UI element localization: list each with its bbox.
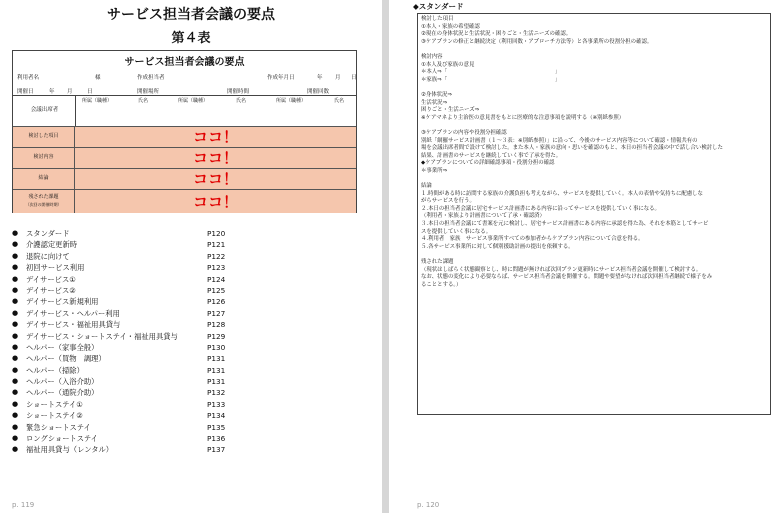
toc-item-title: 福祉用具貸与（レンタル） — [26, 445, 114, 455]
toc-item — [12, 229, 242, 240]
toc-item-title: 退院に向けて — [26, 251, 70, 261]
bullet-icon: ● — [12, 354, 19, 363]
attendees-grid — [75, 96, 356, 126]
minutes-line: 残された課題 — [421, 259, 454, 265]
toc-item-page: P125 — [207, 285, 226, 295]
blank-line — [421, 46, 767, 54]
form-field-label: 月 — [335, 75, 341, 81]
attendee-header: 所属（職種） — [82, 98, 113, 104]
minutes-line: 困りごと・生活ニーズ⇒ — [421, 107, 480, 114]
toc-item-page: P126 — [207, 297, 226, 307]
section-label: 結論 — [13, 169, 75, 189]
minutes-line: （利用者・家族より計画書について了承・確認済） — [421, 213, 545, 220]
minutes-line: なお、状態の変化により必要ならば、サービス担当者会議を開催する。問題や要望がなければ次回担当者継続で様子をみ — [421, 274, 713, 281]
minutes-line: ①本人及び家族の意見 — [421, 61, 475, 68]
bullet-icon: ● — [12, 445, 19, 454]
toc-item — [12, 320, 242, 331]
toc-item-title: デイサービス・ショートステイ・福祉用具貸与 — [26, 331, 178, 341]
bullet-icon: ● — [12, 308, 19, 317]
bullet-icon: ● — [12, 399, 19, 408]
minutes-line: ②身体状況⇒ — [421, 91, 452, 98]
form-title: サービス担当者会議の要点 — [124, 57, 245, 68]
section-label — [13, 190, 75, 213]
toc-item — [12, 354, 242, 365]
form-field-label: 日 — [351, 75, 357, 81]
minutes-line: ２.本日の担当者会議に居宅サービス計画書にある内容に沿ってサービスを提供していく事になる。 — [421, 205, 660, 212]
form-field-label: 開催時間 — [227, 89, 250, 95]
toc-item-page: P124 — [207, 274, 226, 284]
bullet-icon: ● — [12, 240, 19, 249]
minutes-line: がらサービスを行う。 — [421, 198, 475, 205]
form-field-label: 開催回数 — [307, 89, 330, 95]
bullet-icon: ● — [12, 411, 19, 420]
toc-item-page: P131 — [207, 365, 226, 375]
toc-item-title: ヘルパー（入浴介助） — [26, 377, 99, 387]
minutes-line: ３.本日の担当者会議にて書案を元に検討し、居宅サービス計画書にある内容に承認を得た為、それを本筋としてサービ — [421, 221, 709, 228]
section-row — [13, 126, 356, 147]
toc-item-page: P127 — [207, 308, 226, 318]
bullet-icon: ● — [12, 331, 19, 340]
minutes-line: ５.各サービス事業所に対して個別援助計画の提出を依頼する。 — [421, 243, 574, 250]
toc-item-page: P132 — [207, 388, 226, 398]
form-field-label: 開催場所 — [137, 89, 160, 95]
blank-line — [421, 84, 767, 92]
doc-title: サービス担当者会議の要点 — [107, 7, 275, 23]
blank-line — [421, 175, 767, 183]
bullet-icon: ● — [12, 365, 19, 374]
minutes-line: ＊家族⇒「 」 — [421, 76, 561, 83]
bullet-icon: ● — [12, 274, 19, 283]
minutes-line: ＊事業所⇒ — [421, 167, 448, 174]
toc-item-title: デイサービス② — [26, 285, 76, 295]
toc-item-page: P135 — [207, 422, 226, 432]
blank-line — [421, 251, 767, 259]
minutes-line: ①本人・家族の希望確認 — [421, 23, 480, 30]
form-field-label: 年 — [317, 75, 323, 81]
toc-item-title: デイサービス・福祉用具貸与 — [26, 320, 121, 330]
toc-item — [12, 252, 242, 263]
toc-item-title: デイサービス① — [26, 274, 76, 284]
form-field-label: 日 — [87, 89, 93, 95]
koko-mark: ココ！ — [192, 128, 238, 146]
toc-item-title: 初回サービス利用 — [26, 263, 85, 273]
toc-item — [12, 366, 242, 377]
bullet-icon: ● — [12, 388, 19, 397]
toc-item — [12, 411, 242, 422]
minutes-line: 検討内容 — [421, 53, 443, 60]
toc-item-page: P137 — [207, 445, 226, 455]
left-page — [0, 0, 382, 513]
attendee-header: 氏名 — [236, 98, 247, 104]
minutes-line: 検討した項目 — [421, 16, 454, 22]
toc-item-page: P123 — [207, 263, 226, 273]
toc-item-title: ショートステイ② — [26, 411, 83, 421]
toc-item — [12, 434, 242, 445]
toc-list — [12, 229, 242, 457]
section-row — [13, 147, 356, 168]
toc-item-page: P128 — [207, 320, 226, 330]
bullet-icon: ● — [12, 229, 19, 237]
attendee-header: 所属（職種） — [178, 98, 209, 104]
minutes-line: 結論 — [421, 183, 432, 190]
bullet-icon: ● — [12, 285, 19, 294]
form-field-label: 作成年月日 — [267, 75, 295, 81]
meeting-form — [12, 50, 357, 213]
toc-item — [12, 309, 242, 320]
attendee-header: 氏名 — [334, 98, 345, 104]
page-number: p. 119 — [12, 501, 35, 509]
toc-item-page: P122 — [207, 251, 226, 261]
toc-item-title: 介護認定更新時 — [26, 240, 78, 250]
form-field-label: 月 — [67, 89, 73, 95]
bullet-icon: ● — [12, 297, 19, 306]
minutes-line: ②現在の身体状況と生活状況・困りごと・生活ニーズの確認。 — [421, 31, 572, 38]
toc-item — [12, 286, 242, 297]
attendees-row — [13, 95, 356, 125]
minutes-line: ◆ケアプランについての詳細確認事項・役割分担の確認 — [421, 160, 555, 167]
toc-item-title: ショートステイ① — [26, 399, 83, 409]
minutes-line: ＊本人⇒「 」 — [421, 69, 561, 76]
toc-item-title: ロングショートステイ — [26, 434, 98, 444]
toc-item-page: P133 — [207, 399, 226, 409]
toc-item — [12, 332, 242, 343]
toc-item-page: P131 — [207, 377, 226, 387]
blank-line — [421, 122, 767, 130]
right-page — [389, 0, 778, 513]
toc-item — [12, 423, 242, 434]
minutes-line: 別紙「網羅サービス計画書（１〜３表：※別紙参照）」に沿って、今後のサービス内容等について確認・情報共有の — [421, 137, 698, 144]
minutes-line: ③ケアプランの内容や役割分担確認 — [421, 129, 507, 136]
toc-item-page: P120 — [207, 229, 226, 238]
toc-item-page: P136 — [207, 434, 226, 444]
toc-item — [12, 263, 242, 274]
section-label: 検討内容 — [13, 148, 75, 168]
bullet-icon: ● — [12, 422, 19, 431]
form-field-label: 利用者名 — [17, 75, 40, 81]
toc-item-title: ヘルパー（家事全般） — [26, 342, 99, 352]
toc-item-title: デイサービス・ヘルパー利用 — [26, 308, 120, 318]
table-label: 第４表 — [171, 31, 211, 46]
toc-item — [12, 275, 242, 286]
toc-item-title: デイサービス新規利用 — [26, 297, 99, 307]
koko-mark: ココ！ — [192, 170, 238, 188]
toc-item — [12, 240, 242, 251]
minutes-line: 結果、計画書のサービスを継続していく事で了承を得た。 — [421, 152, 562, 159]
toc-item-page: P131 — [207, 354, 226, 364]
toc-item-page: P130 — [207, 342, 226, 352]
toc-item-title: スタンダード — [26, 229, 70, 238]
toc-item — [12, 377, 242, 388]
bullet-icon: ● — [12, 434, 19, 443]
form-field-label: 様 — [95, 75, 101, 81]
section-row — [13, 189, 356, 213]
minutes-line: （現状はしばらく状態観察とし、時に問題が無ければ次回プラン更新時にサービス担当者会議を開催して検討する。 — [421, 266, 702, 273]
toc-item-title: 緊急ショートステイ — [26, 422, 91, 432]
toc-item-title: ヘルパー（買物 調理） — [26, 354, 106, 364]
form-field-label: 作成担当者 — [137, 75, 165, 81]
section-heading: ◆スタンダード — [413, 2, 464, 11]
toc-item — [12, 297, 242, 308]
toc-item — [12, 400, 242, 411]
toc-item-page: P134 — [207, 411, 226, 421]
minutes-line: ることとする。） — [421, 281, 462, 288]
section-row — [13, 168, 356, 189]
section-label: 検討した項目 — [13, 127, 75, 147]
page-number: p. 120 — [417, 501, 440, 509]
toc-item-title: ヘルパー（通院介助） — [26, 388, 99, 398]
minutes-line: ※ケアマネより主治医の意見書をもとに医療的な注意事項を説明する（※別紙参照） — [421, 114, 625, 121]
bullet-icon: ● — [12, 377, 19, 386]
attendees-label: 会議出席者 — [30, 107, 59, 113]
section-label-text: 残された課題 — [28, 194, 59, 200]
minutes-line: 場を会議出席者間で設けて検討した。また本人・家族の意向・思いを確認のもと、本日の担当者会議の中で話し合い検討した — [421, 145, 723, 152]
toc-item — [12, 343, 242, 354]
minutes-line: ４.利用者 家族 サービス事業所すべての参加者からケアプラン内容について合意を得る。 — [421, 236, 644, 243]
minutes-line: １.時間がある時に訪問する家族の介護負担も考えながら、サービスを提供していく。本人の表情や気持ちに配慮しな — [421, 190, 703, 197]
toc-item — [12, 388, 242, 399]
bullet-icon: ● — [12, 251, 19, 260]
koko-mark: ココ！ — [192, 193, 238, 211]
toc-item-page: P129 — [207, 331, 226, 341]
bullet-icon: ● — [12, 263, 19, 272]
minutes-line: スを提供していく事になる。 — [421, 228, 492, 235]
attendee-header: 氏名 — [138, 98, 149, 104]
minutes-line: 生活状況⇒ — [421, 99, 448, 106]
bullet-icon: ● — [12, 320, 19, 329]
minutes-box — [417, 13, 771, 415]
section-sub-label: （次回の開催時期） — [25, 202, 62, 207]
form-field-label: 年 — [49, 89, 55, 95]
bullet-icon: ● — [12, 342, 19, 351]
toc-item-page: P121 — [207, 240, 226, 250]
toc-item — [12, 445, 242, 456]
attendee-header: 所属（職種） — [276, 98, 307, 104]
koko-mark: ココ！ — [192, 149, 238, 167]
minutes-line: ③ケアプランの修正と継続決定（利用回数・アプローチ方法等）と各事業所の役割分担の確認。 — [421, 38, 653, 45]
form-field-label: 開催日 — [17, 89, 34, 95]
toc-item-title: ヘルパー（掃除） — [26, 365, 84, 375]
